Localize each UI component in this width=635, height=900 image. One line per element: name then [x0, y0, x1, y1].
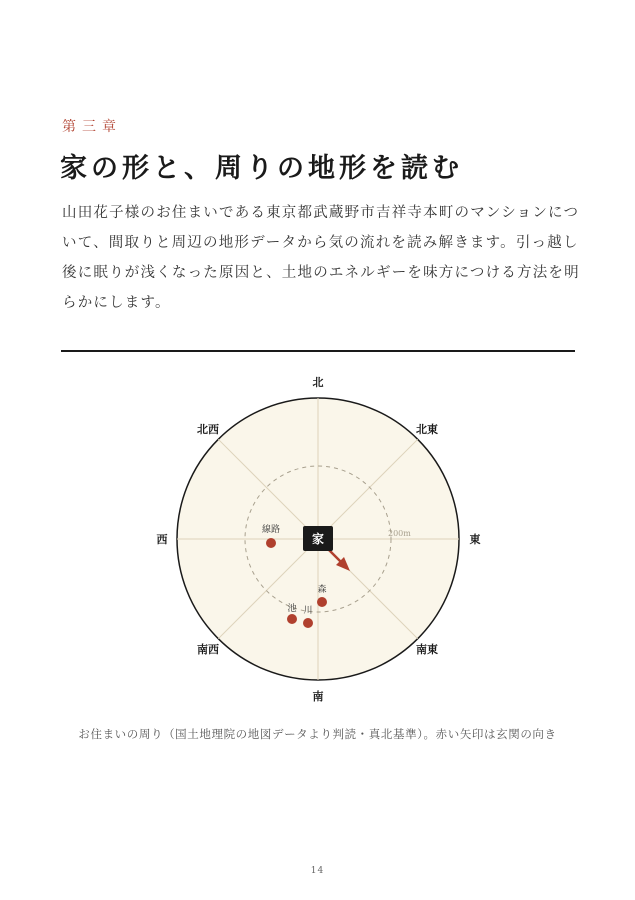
railway-marker: [266, 538, 276, 548]
direction-e: 東: [469, 533, 481, 546]
river-label: 川: [303, 606, 313, 616]
direction-s: 南: [312, 690, 324, 703]
direction-w: 西: [156, 533, 168, 546]
direction-ne: 北東: [416, 423, 438, 436]
pond-label: 池: [287, 604, 297, 614]
river-marker: [303, 618, 313, 628]
forest-marker: [317, 597, 327, 607]
distance-ring-label: 200m: [388, 529, 411, 538]
direction-se: 南東: [416, 643, 438, 656]
chapter-label: 第三章: [62, 119, 122, 135]
direction-n: 北: [312, 376, 324, 389]
forest-label: 森: [317, 585, 327, 595]
direction-sw: 南西: [197, 643, 219, 656]
direction-nw: 北西: [197, 423, 219, 436]
chapter-title: 家の形と、周りの地形を読む: [60, 153, 463, 184]
figure-caption: お住まいの周り（国土地理院の地図データより判読・真北基準）。赤い矢印は玄関の向き: [78, 727, 557, 741]
compass-diagram: [130, 370, 510, 715]
pond-marker: [287, 614, 297, 624]
section-divider: [61, 350, 575, 352]
page-number: 14: [310, 866, 325, 876]
house-label: 家: [311, 532, 325, 546]
intro-paragraph: 山田花子様のお住まいである東京都武蔵野市吉祥寺本町のマンションについて、間取りと周辺の地形データから気の流れを読み解きます。引っ越し後に眠りが浅くなった原因と、土地のエネルギーを味方につける方法を明らかにします。: [62, 205, 580, 311]
railway-label: 線路: [261, 525, 281, 535]
